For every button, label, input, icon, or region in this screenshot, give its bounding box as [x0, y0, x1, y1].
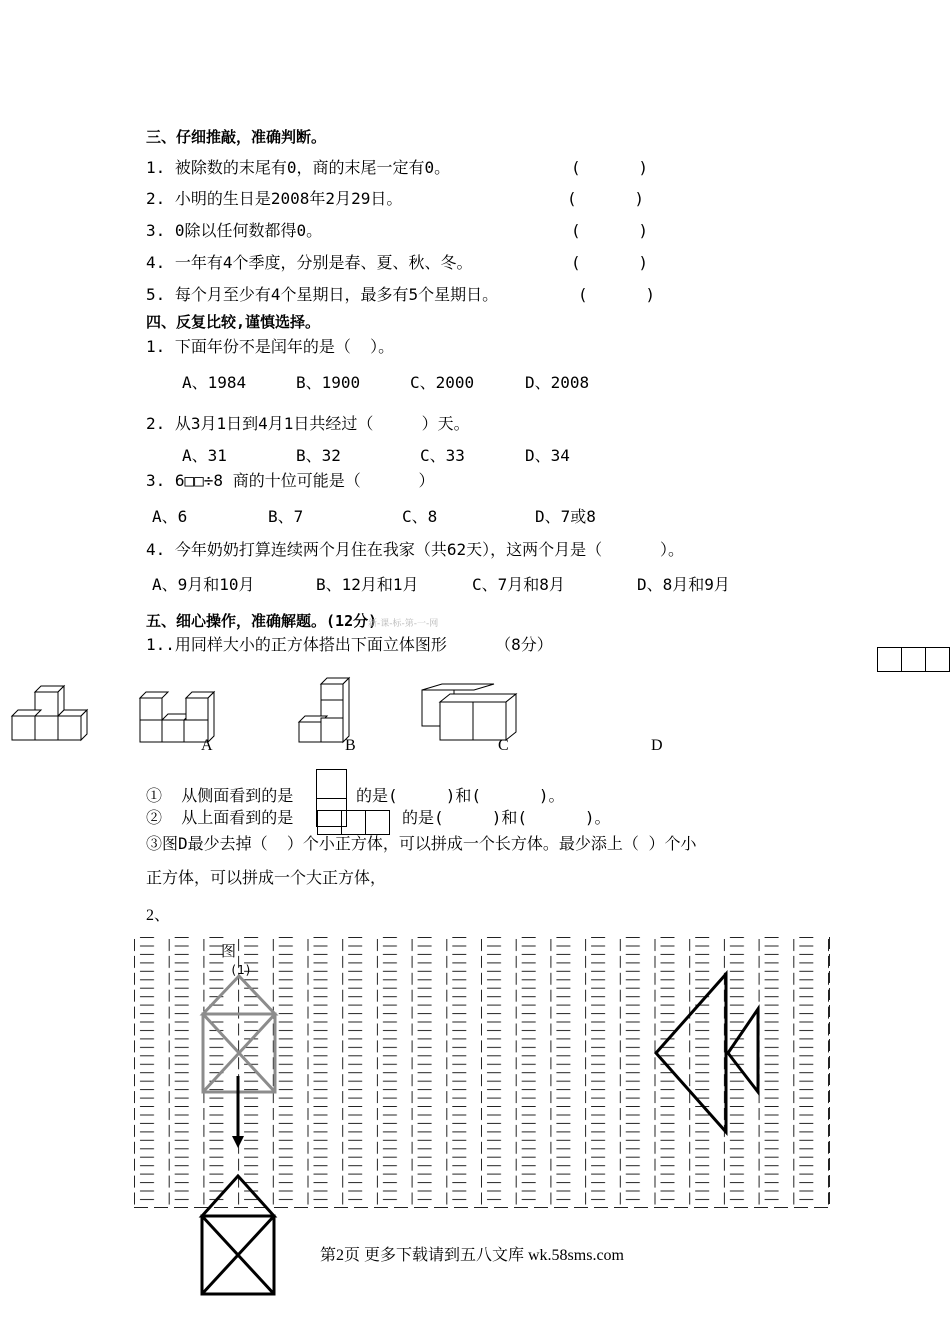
choice-q1-option-d[interactable]: D、2008 [525, 373, 590, 392]
choice-q4-option-a[interactable]: A、9月和10月 [152, 575, 255, 594]
operation-q1: 1..用同样大小的正方体搭出下面立体图形 （8分） [146, 635, 553, 654]
operation-q2-label: 2、 [146, 907, 171, 924]
choice-q3-option-a[interactable]: A、6 [152, 507, 188, 526]
judge-item-4: 4. 一年有4个季度，分别是春、夏、秋、冬。 [146, 253, 473, 272]
three-square-top-view [878, 647, 950, 672]
choice-q1-option-a[interactable]: A、1984 [182, 373, 247, 392]
figure-label-a: A [201, 737, 213, 754]
figure-1-label-bottom: (1) [230, 963, 252, 977]
choice-q1: 1. 下面年份不是闰年的是（ ）。 [146, 337, 395, 356]
top-view-shape [318, 810, 390, 835]
figure-label-b: B [345, 737, 356, 754]
judge-paren-5[interactable]: ( ) [578, 285, 656, 304]
sub-question-1-lead: ① 从侧面看到的是 [146, 786, 294, 805]
judge-paren-1[interactable]: ( ) [571, 158, 649, 177]
choice-q4-option-b[interactable]: B、12月和1月 [316, 575, 419, 594]
choice-q2-option-b[interactable]: B、32 [296, 446, 341, 465]
watermark: 新-课-标-第-一-网 [368, 619, 439, 629]
judge-paren-2[interactable]: ( ) [567, 189, 645, 208]
choice-q3: 3. 6□□÷8 商的十位可能是（ ） [146, 471, 435, 490]
choice-q3-option-c[interactable]: C、8 [402, 507, 438, 526]
cube-figures [0, 670, 950, 780]
choice-q1-option-b[interactable]: B、1900 [296, 373, 361, 392]
choice-q3-option-b[interactable]: B、7 [268, 507, 304, 526]
sub-question-3-line2: 正方体，可以拼成一个大正方体， [146, 868, 387, 887]
sub-question-2-tail: 的是( )和( )。 [402, 808, 611, 827]
figure-label-c: C [498, 737, 509, 754]
sub-question-1-tail: 的是( )和( )。 [356, 786, 565, 805]
judge-item-5: 5. 每个月至少有4个星期日，最多有5个星期日。 [146, 285, 499, 304]
choice-q2-option-c[interactable]: C、33 [420, 446, 465, 465]
judge-paren-4[interactable]: ( ) [571, 253, 649, 272]
grid-figure [0, 930, 950, 1300]
choice-q4-option-c[interactable]: C、7月和8月 [472, 575, 565, 594]
figure-1-label-top: 图 [221, 942, 237, 960]
page-footer: 第2页 更多下载请到五八文库 wk.58sms.com [320, 1247, 625, 1264]
choice-q4: 4. 今年奶奶打算连续两个月住在我家（共62天），这两个月是（ ）。 [146, 540, 684, 559]
judge-item-3: 3. 0除以任何数都得0。 [146, 221, 323, 240]
choice-q3-option-d[interactable]: D、7或8 [535, 507, 596, 526]
judge-item-2: 2. 小明的生日是2008年2月29日。 [146, 189, 403, 208]
judge-paren-3[interactable]: ( ) [571, 221, 649, 240]
judge-item-1: 1. 被除数的末尾有0，商的末尾一定有0。 [146, 158, 451, 177]
choice-q2-option-d[interactable]: D、34 [525, 446, 570, 465]
choice-q2-option-a[interactable]: A、31 [182, 446, 227, 465]
choice-q4-option-d[interactable]: D、8月和9月 [637, 575, 730, 594]
section4-heading: 四、反复比较,谨慎选择。 [146, 313, 321, 331]
choice-q1-option-c[interactable]: C、2000 [410, 373, 475, 392]
choice-q2: 2. 从3月1日到4月1日共经过（ ）天。 [146, 414, 470, 433]
section5-heading: 五、细心操作，准确解题。(12分) [146, 612, 378, 630]
sub-question-2-lead: ② 从上面看到的是 [146, 808, 294, 827]
sub-question-3-line1: ③图D最少去掉（ ）个小正方体，可以拼成一个长方体。最少添上（ ）个小 [146, 834, 697, 853]
figure-label-d: D [651, 737, 663, 754]
section3-heading: 三、仔细推敲，准确判断。 [146, 128, 327, 146]
